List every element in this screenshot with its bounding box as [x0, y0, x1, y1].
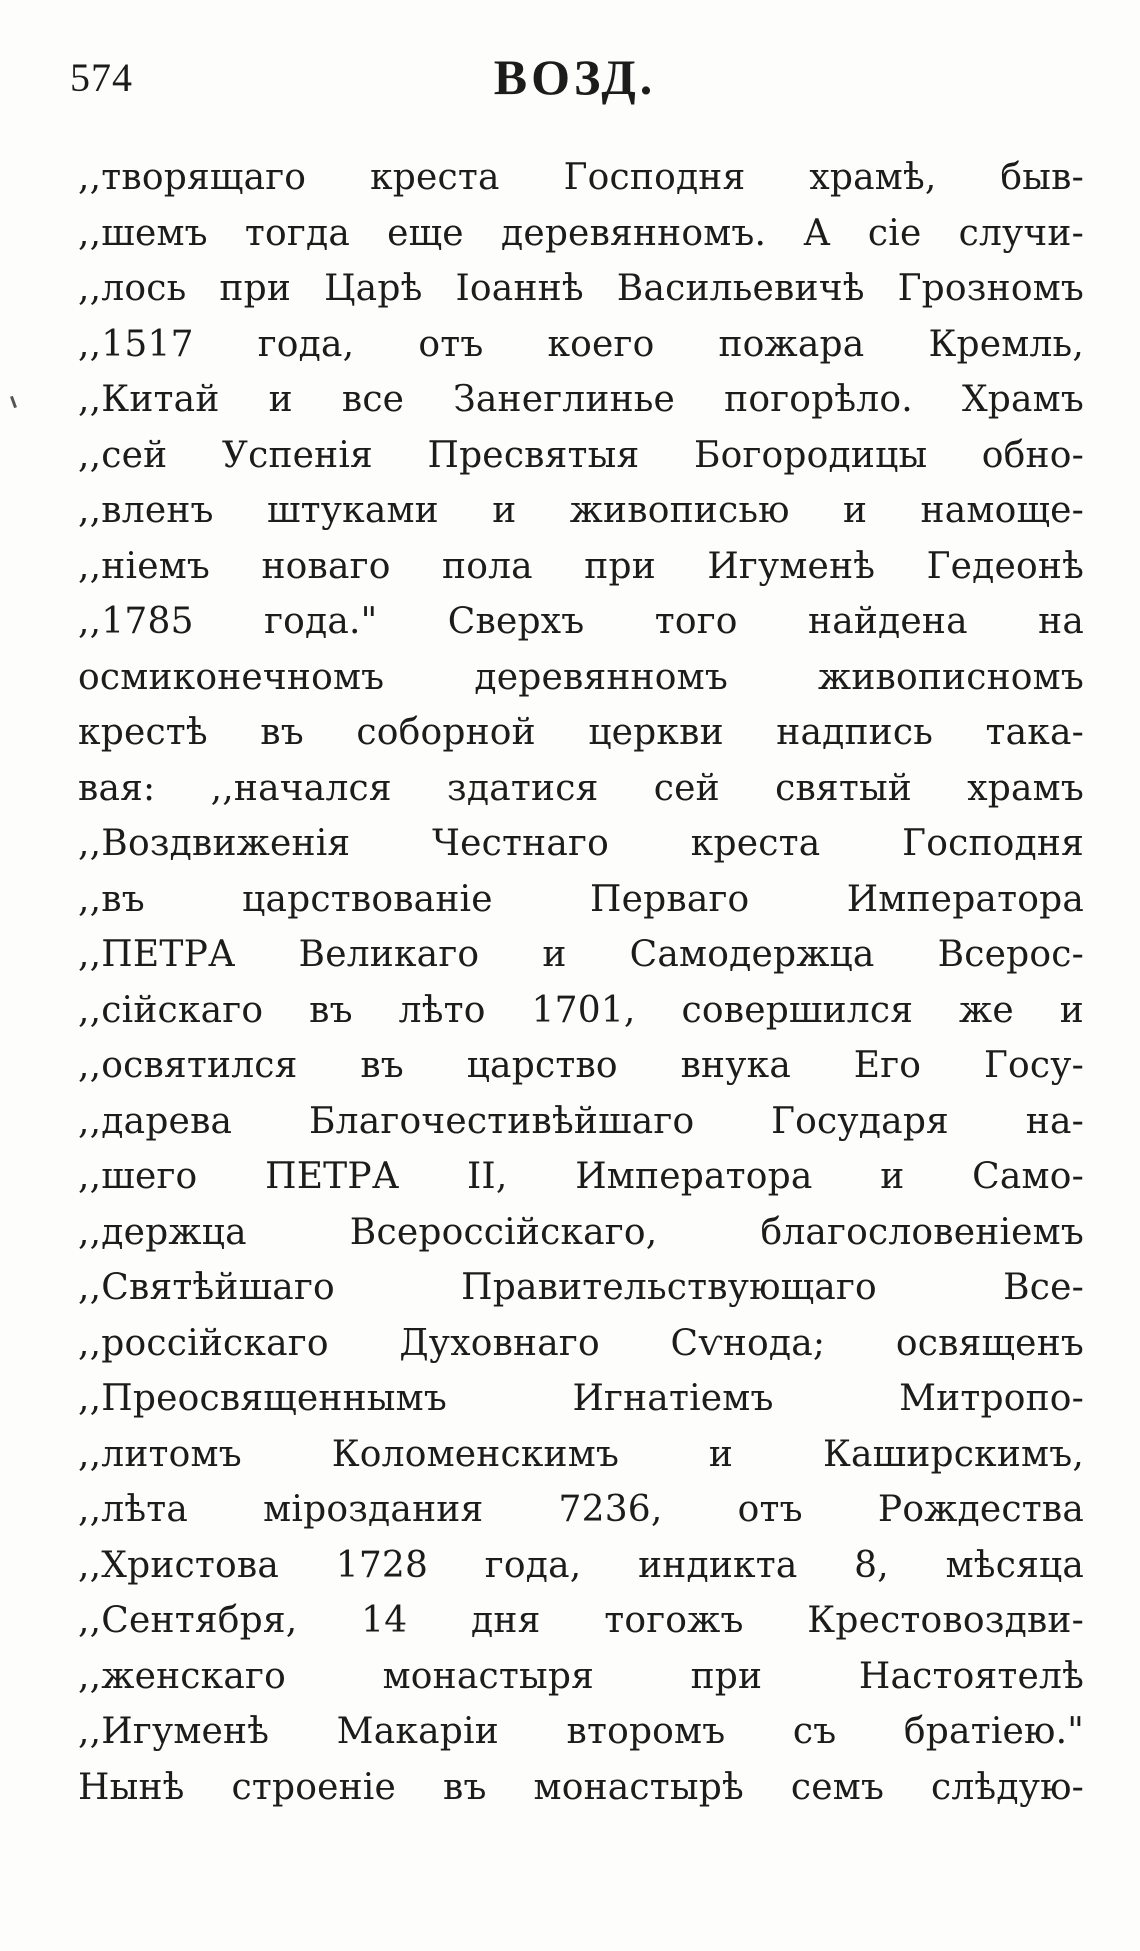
text-line: ,,Сентября, 14 дня тогожъ Крестовоздви-: [78, 1600, 1084, 1641]
text-line: Нынѣ строеніе въ монастырѣ семъ слѣдую-: [78, 1766, 1084, 1808]
text-line: ,,шемъ тогда еще деревянномъ. А сіе случи-: [78, 212, 1084, 254]
margin-speck: [10, 396, 17, 408]
text-line: крестѣ въ соборной церкви надпись така-: [78, 712, 1084, 753]
text-line: ,,литомъ Коломенскимъ и Каширскимъ,: [78, 1433, 1084, 1475]
text-line: ,,россійскаго Духовнаго Сѵнода; освященъ: [78, 1322, 1084, 1364]
text-line: ,,вленъ штуками и живописью и намоще-: [78, 490, 1084, 531]
text-line: ,,Игуменѣ Макаріи второмъ съ братіею.": [78, 1711, 1084, 1752]
text-line: ,,ніемъ новаго пола при Игуменѣ Гедеонѣ: [78, 545, 1084, 587]
text-line: ,,лось при Царѣ Іоаннѣ Васильевичѣ Грозномъ: [78, 268, 1084, 309]
text-line: ,,творящаго креста Господня храмѣ, быв-: [78, 157, 1084, 198]
text-line: ,,Святѣйшаго Правительствующаго Все-: [78, 1267, 1084, 1308]
text-line: осмиконечномъ деревянномъ живописномъ: [78, 656, 1084, 698]
body-text: [78, 150, 1084, 1815]
text-line: ,,ПЕТРА Великаго и Самодержца Всерос-: [78, 934, 1084, 975]
text-line: ,,1517 года, отъ коего пожара Кремль,: [78, 323, 1084, 365]
page-header: [70, 48, 1080, 118]
text-line: ,,держца Всероссійскаго, благословеніемъ: [78, 1211, 1084, 1253]
text-line: вая: ,,начался здатися сей святый храмъ: [78, 767, 1084, 809]
page-number: 574: [70, 55, 133, 100]
text-line: ,,въ царствованіе Перваго Императора: [78, 878, 1084, 920]
text-line: ,,сійскаго въ лѣто 1701, совершился же и: [78, 989, 1084, 1031]
text-line: ,,лѣта міроздания 7236, отъ Рождества: [78, 1489, 1084, 1530]
text-line: ,,дарева Благочестивѣйшаго Государя на-: [78, 1100, 1084, 1142]
text-line: ,,женскаго монастыря при Настоятелѣ: [78, 1655, 1084, 1697]
text-line: ,,шего ПЕТРА II, Императора и Само-: [78, 1156, 1084, 1197]
text-line: ,,Преосвященнымъ Игнатіемъ Митропо-: [78, 1378, 1084, 1419]
text-line: ,,Воздвиженія Честнаго креста Господня: [78, 823, 1084, 864]
text-line: ,,1785 года." Сверхъ того найдена на: [78, 601, 1084, 642]
text-line: ,,сей Успенія Пресвятыя Богородицы обно-: [78, 434, 1084, 476]
text-line: ,,Христова 1728 года, индикта 8, мѣсяца: [78, 1544, 1084, 1586]
running-head: ВОЗД.: [493, 49, 657, 105]
text-line: ,,Китай и все Занеглинье погорѣло. Храмъ: [78, 379, 1084, 420]
text-line: ,,освятился въ царство внука Его Госу-: [78, 1045, 1084, 1086]
